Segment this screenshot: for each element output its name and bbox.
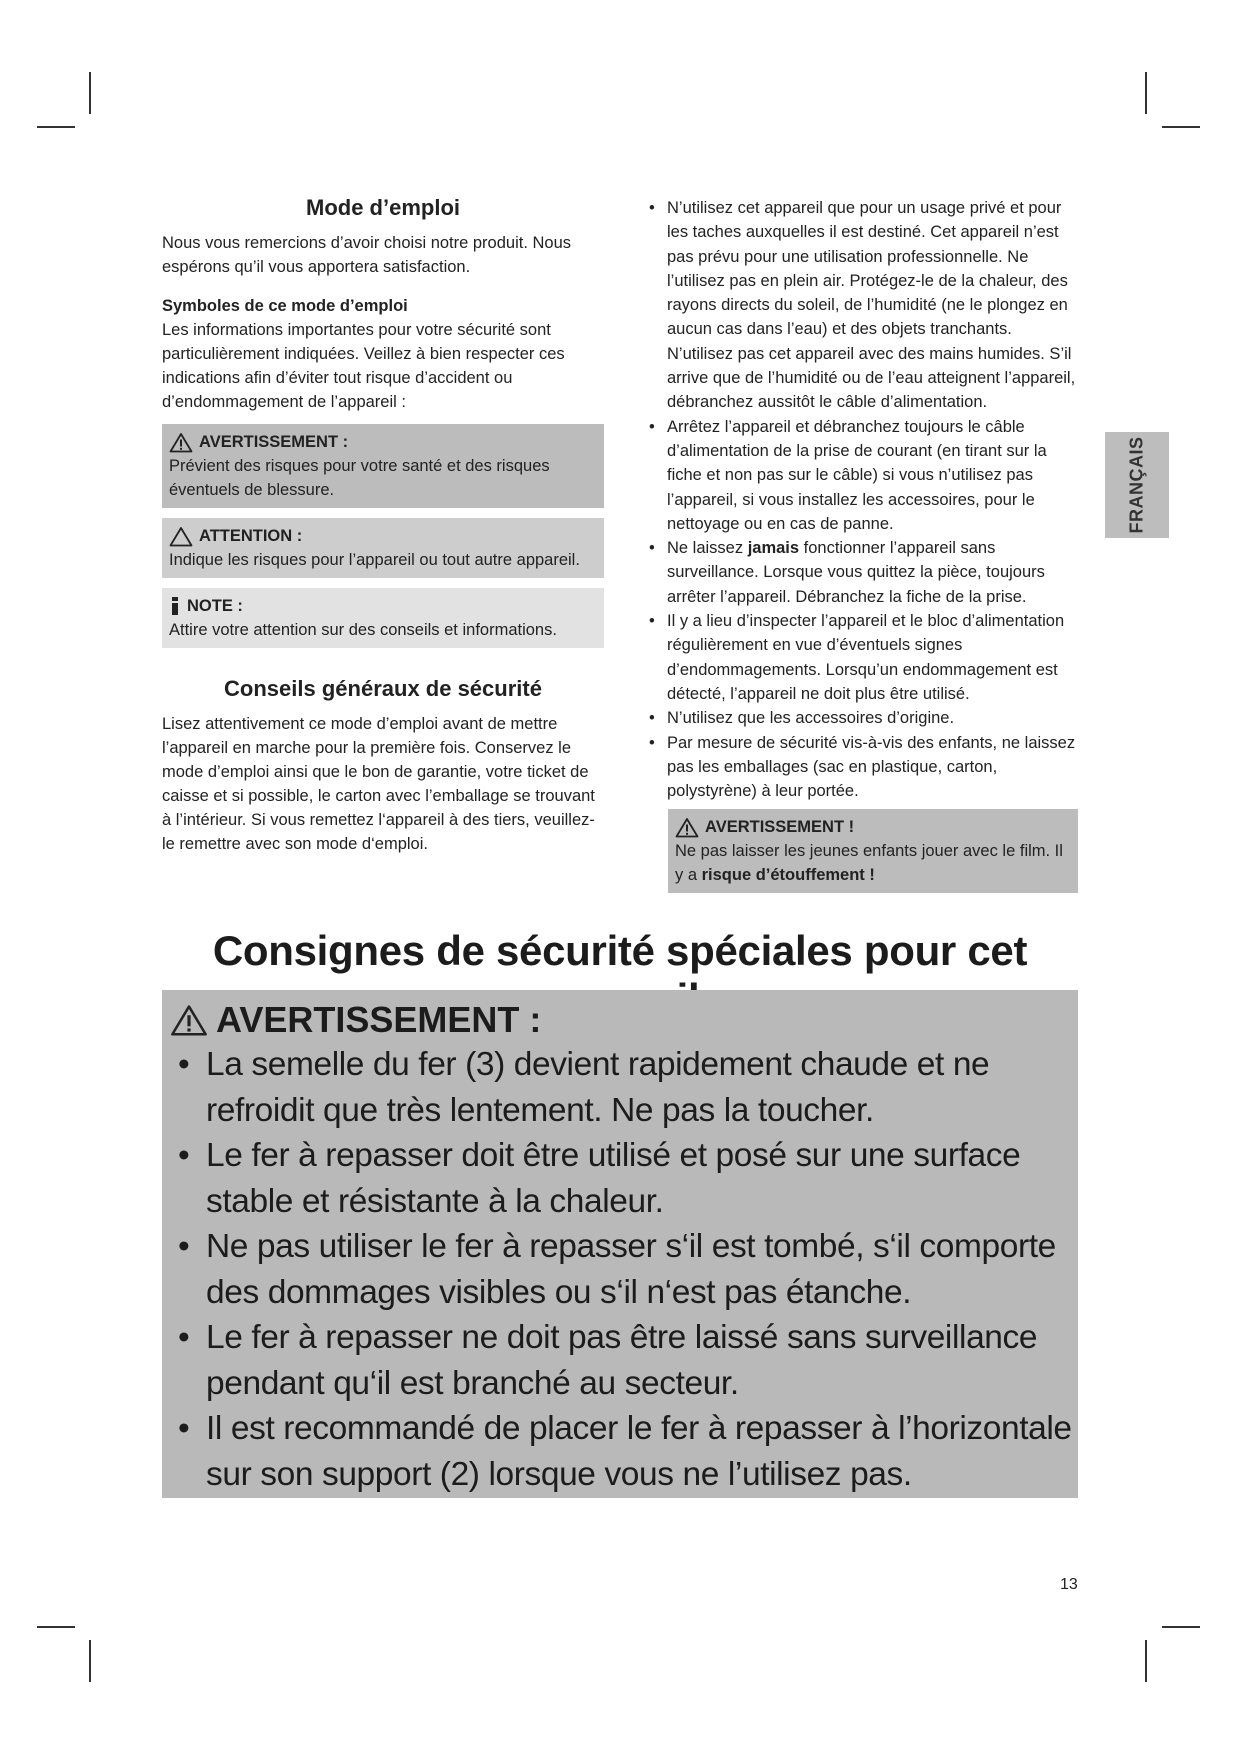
warning-triangle-icon: [169, 432, 193, 453]
warning-triangle-icon: [170, 1003, 208, 1037]
special-safety-title: Consignes de sécurité spéciales pour cet: [212, 927, 1028, 974]
list-item: • Il y a lieu d’inspecter l’appareil et le bloc d’alimentation régulièrement en vue d’éventuels signes d’endommagements. Lorsqu’un endommagement est détecté, l’appareil ne doit plus être utilisé.: [649, 612, 1065, 703]
intro-text: Nous vous remercions d’avoir choisi notre produit. Nous espérons qu’il vous apportera satisfaction.: [162, 234, 572, 276]
crop-mark: [89, 1640, 91, 1682]
note-box: [162, 588, 604, 648]
note-text: Attire votre attention sur des conseils et informations.: [169, 621, 557, 639]
language-tab-label: FRANÇAIS: [1126, 436, 1147, 534]
crop-mark: [37, 126, 75, 128]
conseils-title: Conseils généraux de sécurité: [224, 676, 542, 701]
symbols-text: Les informations importantes pour votre sécurité sont particulièrement indiquées. Veillez à bien respecter ces indications afin d’éviter tout risque d’accident ou d’endommagement de l’appareil :: [162, 321, 565, 411]
warning-box: [162, 424, 604, 508]
list-item: • Le fer à repasser doit être utilisé et posé sur une surface stable et résistante à la chaleur.: [178, 1137, 1021, 1220]
list-item: • N’utilisez cet appareil que pour un usage privé et pour les taches auxquelles il est destiné. Cet appareil n’est pas prévu pour une utilisation professionnelle. Ne l’utilisez pas en plein air. Protégez-le de la chaleur, des rayons directs du soleil, de l’humidité (ne le plongez en aucun cas dans l’eau) et des objets tranchants. N’utilisez pas cet appareil avec des mains humides. S’il arrive que de l’humidité ou de l’eau atteignent l’appareil, débranchez aussitôt le câble d’alimentation.: [649, 199, 1076, 412]
language-tab: [1105, 432, 1169, 538]
symbols-title: Symboles de ce mode d’emploi: [162, 297, 408, 315]
list-item: • Il est recommandé de placer le fer à repasser à l’horizontale sur son support (2) lorsque vous ne l’utilisez pas.: [178, 1410, 1072, 1493]
mode-emploi-title: Mode d’emploi: [306, 195, 460, 220]
warning-label: AVERTISSEMENT :: [199, 433, 349, 451]
crop-mark: [1145, 1640, 1147, 1682]
crop-mark: [1162, 1626, 1200, 1628]
note-label: NOTE :: [187, 597, 243, 615]
special-warning-label: AVERTISSEMENT :: [216, 999, 542, 1040]
warning-text: Prévient des risques pour votre santé et des risques éventuels de blessure.: [169, 457, 550, 499]
list-item: • N’utilisez que les accessoires d’origine.: [649, 709, 955, 728]
crop-mark: [37, 1626, 75, 1628]
safety-list: [636, 196, 1078, 803]
attention-text: Indique les risques pour l’appareil ou tout autre appareil.: [169, 551, 580, 569]
list-item: • Arrêtez l’appareil et débranchez toujours le câble d’alimentation de la prise de courant (en tirant sur la fiche et non pas sur le câble) si vous n’utilisez pas l’appareil, si vous installez les accessoires, pour le nettoyage ou en cas de panne.: [649, 417, 1047, 533]
page-number: 13: [1060, 1576, 1078, 1593]
conseils-text: Lisez attentivement ce mode d’emploi avant de mettre l’appareil en marche pour la première fois. Conservez le mode d’emploi ainsi que le bon de garantie, votre ticket de caisse et si possible, le carton avec l’emballage se trouvant à l’intérieur. Si vous remettez l‘appareil à des tiers, veuillez-le remettre avec son mode d‘emploi.: [162, 715, 595, 853]
attention-box: [162, 518, 604, 578]
list-item: • Ne pas utiliser le fer à repasser s‘il est tombé, s‘il comporte des dommages visibles ou s‘il n‘est pas étanche.: [178, 1228, 1056, 1311]
attention-label: ATTENTION :: [199, 527, 303, 545]
list-item: • Par mesure de sécurité vis-à-vis des enfants, ne laissez pas les emballages (sac en plastique, carton, polystyrène) à leur portée.: [649, 733, 1076, 801]
crop-mark: [89, 72, 91, 114]
film-warning-box: [668, 809, 1078, 893]
right-column: [636, 196, 1078, 893]
warning-triangle-icon: [675, 817, 699, 838]
special-warning-box: [162, 990, 1078, 1498]
crop-mark: [1145, 72, 1147, 114]
list-item: • Ne laissez jamais fonctionner l’appareil sans surveillance. Lorsque vous quittez la pièce, toujours arrêter l’appareil. Débranchez la fiche de la prise.: [649, 539, 1045, 606]
list-item: • La semelle du fer (3) devient rapidement chaude et ne refroidit que très lentement. Ne pas la toucher.: [178, 1046, 990, 1129]
film-warning-text: Ne pas laisser les jeunes enfants jouer avec le film. Il y a risque d’étouffement !: [675, 842, 1063, 885]
info-icon: [169, 596, 181, 616]
special-safety-list: [170, 1042, 1072, 1497]
crop-mark: [1162, 126, 1200, 128]
list-item: • Le fer à repasser ne doit pas être laissé sans surveillance pendant qu‘il est branché au secteur.: [178, 1319, 1038, 1402]
film-warning-label: AVERTISSEMENT !: [705, 818, 855, 837]
left-column: [162, 195, 604, 856]
attention-triangle-icon: [169, 526, 193, 547]
